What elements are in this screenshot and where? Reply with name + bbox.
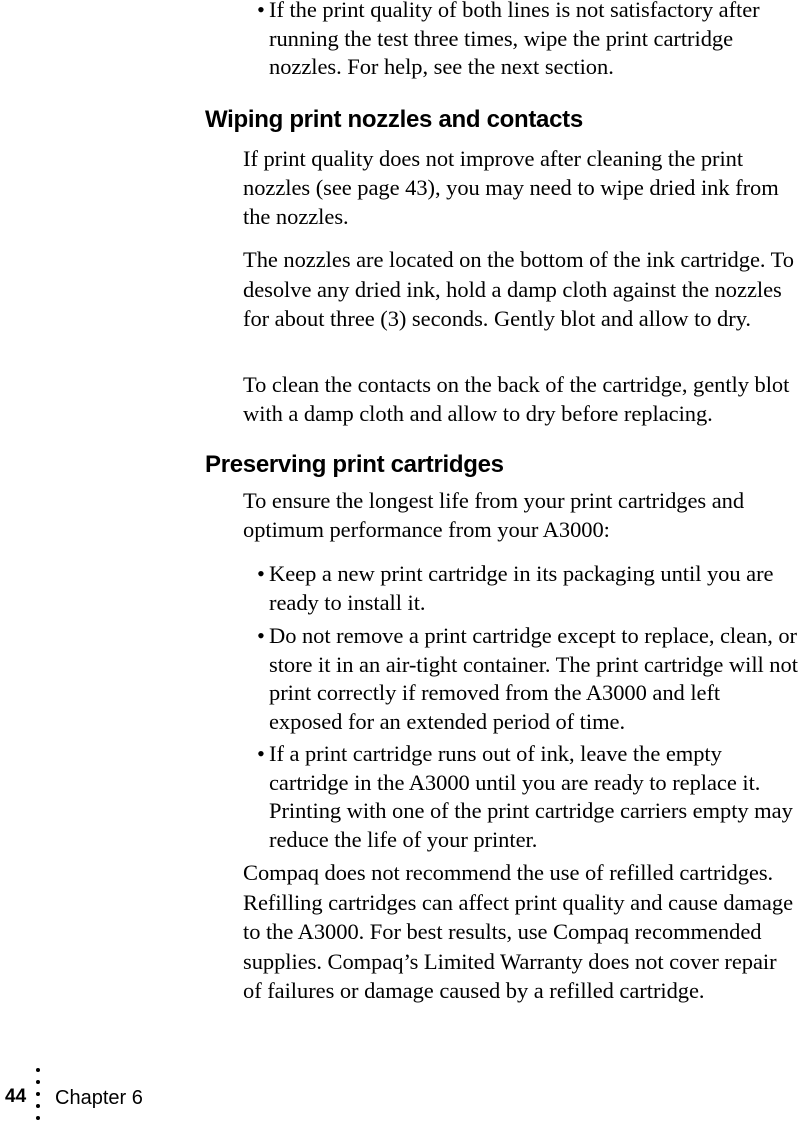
intro-bullet-item xyxy=(243,0,783,82)
preserving-bullet-2 xyxy=(243,622,799,736)
page-number: 44 xyxy=(5,1086,27,1107)
preserving-closing-paragraph: Compaq does not recommend the use of refilled cartridges. Refilling cartridges can affect print quality and cause damage to the A3000. For best results, use Compaq recommended supplies. Compaq’s Limited Warranty does not cover repair of failures or damage caused by a refilled cartridge. xyxy=(243,860,794,1003)
preserving-intro: To ensure the longest life from your print cartridges and optimum performance from your A3000: xyxy=(243,488,745,542)
preserving-bullet-1 xyxy=(243,560,799,617)
preserving-bullet-3 xyxy=(243,740,799,854)
bullet-text: Keep a new print cartridge in its packaging until you are ready to install it. xyxy=(269,561,774,615)
heading-preserving: Preserving print cartridges xyxy=(205,451,504,478)
intro-bullet-text: If the print quality of both lines is not satisfactory after running the test three times, wipe the print cartridge nozzles. For help, see the next section. xyxy=(269,0,760,79)
heading-wiping: Wiping print nozzles and contacts xyxy=(205,106,583,133)
wiping-paragraph-3: To clean the contacts on the back of the cartridge, gently blot with a damp cloth and allow to dry before replacing. xyxy=(243,372,790,426)
bullet-marker: • xyxy=(257,623,265,648)
wiping-paragraph-1: If print quality does not improve after cleaning the print nozzles (see page 43), you may need to wipe dried ink from the nozzles. xyxy=(243,146,779,229)
bullet-marker: • xyxy=(257,741,265,766)
bullet-text: If a print cartridge runs out of ink, leave the empty cartridge in the A3000 until you are ready to replace it. Printing with one of the print cartridge carriers empty may reduce the life of your printer. xyxy=(269,741,793,852)
bullet-text: Do not remove a print cartridge except to replace, clean, or store it in an air-tight container. The print cartridge will not print correctly if removed from the A3000 and left exposed for an extended period of time. xyxy=(269,623,798,734)
footer-dot-divider xyxy=(36,1066,41,1124)
wiping-paragraph-2: The nozzles are located on the bottom of the ink cartridge. To desolve any dried ink, hold a damp cloth against the nozzles for about three (3) seconds. Gently blot and allow to dry. xyxy=(243,247,794,331)
bullet-marker: • xyxy=(257,561,265,586)
bullet-marker: • xyxy=(257,0,265,22)
chapter-label: Chapter 6 xyxy=(55,1087,143,1109)
